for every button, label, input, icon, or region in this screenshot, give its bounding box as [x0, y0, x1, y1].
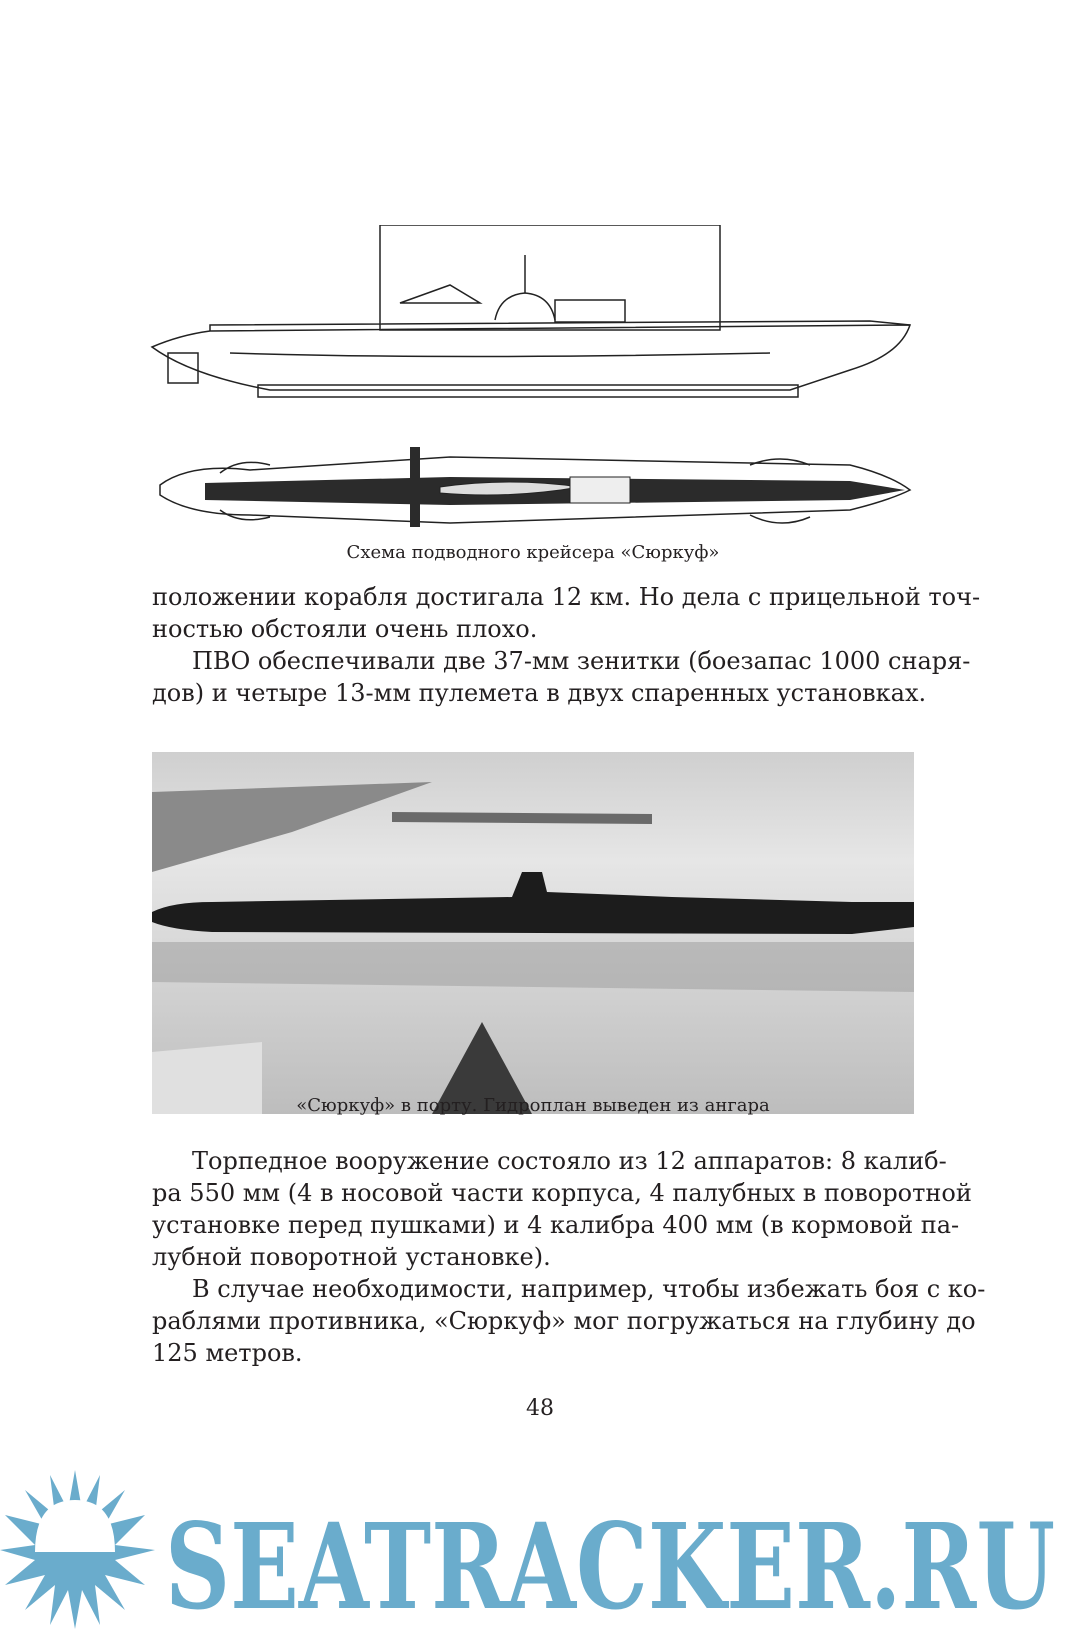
- text-line: ПВО обеспечивали две 37-мм зенитки (боезапас 1000 снаря-: [192, 647, 971, 675]
- page-number: 48: [526, 1396, 554, 1421]
- text-line: В случае необходимости, например, чтобы избежать боя с ко-: [192, 1275, 986, 1303]
- text-line: установке перед пушками) и 4 калибра 400 мм (в кормовой па-: [152, 1211, 960, 1239]
- seatracker-watermark-logo: [0, 1470, 1080, 1629]
- text-line: раблями противника, «Сюркуф» мог погружаться на глубину до: [152, 1307, 976, 1335]
- text-line: лубной поворотной установке).: [152, 1243, 551, 1271]
- text-line: ра 550 мм (4 в носовой части корпуса, 4 палубных в поворотной: [152, 1179, 972, 1207]
- paragraph-3: [152, 1145, 986, 1369]
- text-line: Торпедное вооружение состояло из 12 аппаратов: 8 калиб-: [192, 1147, 947, 1175]
- submarine-port-photo: [152, 752, 914, 1114]
- figure-caption-photo: «Сюркуф» в порту. Гидроплан выведен из ангара: [296, 1095, 770, 1116]
- figure-caption-schematic: Схема подводного крейсера «Сюркуф»: [346, 542, 720, 563]
- svg-text:SEATRACKER.RU: SEATRACKER.RU: [165, 1497, 1055, 1629]
- submarine-schematic-drawing: [150, 225, 920, 545]
- paragraph-1: [152, 581, 981, 709]
- text-line: 125 метров.: [152, 1339, 303, 1367]
- text-line: положении корабля достигала 12 км. Но дела с прицельной точ-: [152, 583, 981, 611]
- text-line: ностью обстояли очень плохо.: [152, 615, 538, 643]
- text-line: дов) и четыре 13-мм пулемета в двух спаренных установках.: [152, 679, 927, 707]
- sun-icon: [0, 1470, 155, 1629]
